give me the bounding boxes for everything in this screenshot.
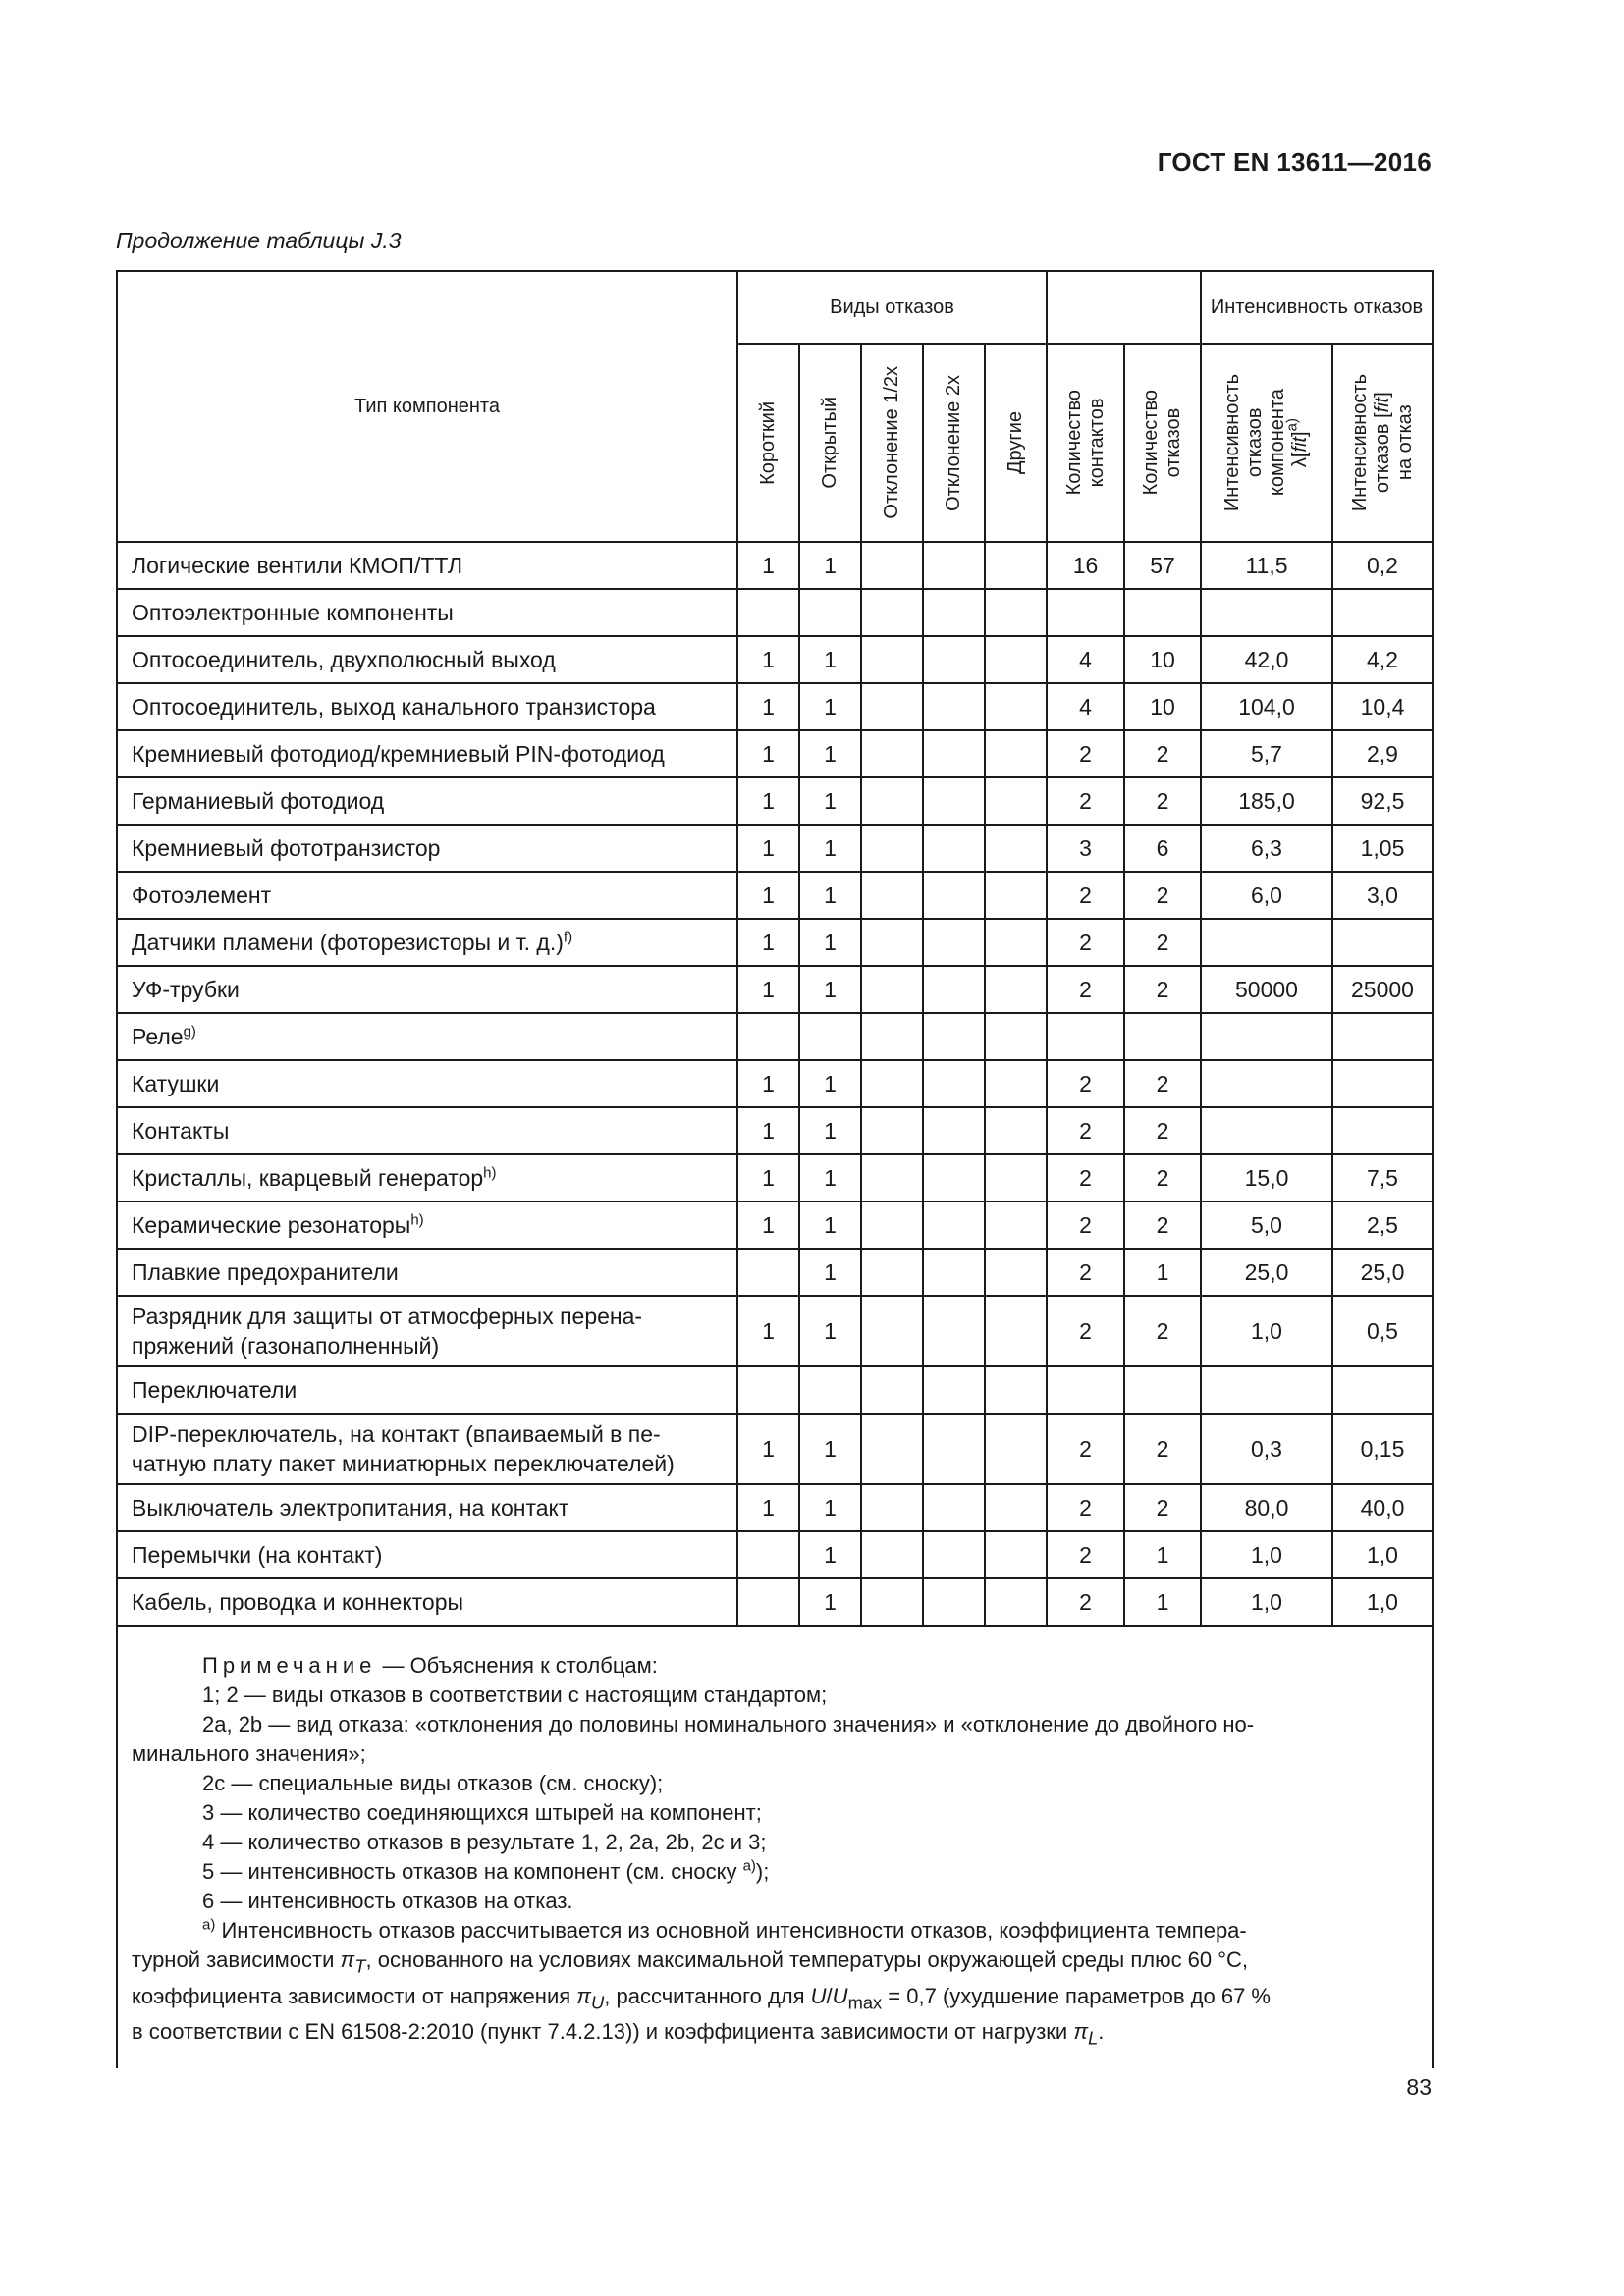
cell-lambda: 80,0 [1201, 1484, 1332, 1531]
cell-dev-double [923, 1531, 985, 1578]
cell-dev-double [923, 1060, 985, 1107]
cell-per-failure: 1,05 [1332, 825, 1433, 872]
cell-dev-double [923, 919, 985, 966]
cell-other [985, 1578, 1047, 1626]
cell-open [799, 1366, 861, 1414]
footnote-a-line: в соответствии с EN 61508-2:2010 (пункт 7.4.2.13)) и коэффициента зависимости от нагрузки $\pi_L$. [132, 2019, 1105, 2049]
cell-per-failure: 0,5 [1332, 1296, 1433, 1366]
cell-failures: 2 [1124, 1107, 1201, 1154]
cell-contacts: 2 [1047, 1531, 1124, 1578]
header-component-intensity: Интенсивность отказов компонента λ[fit]$^{а)}$ [1201, 344, 1332, 542]
cell-lambda: 5,7 [1201, 730, 1332, 777]
cell-other [985, 1201, 1047, 1249]
component-name: Выключатель электропитания, на контакт [117, 1484, 737, 1531]
component-name: Контакты [117, 1107, 737, 1154]
table-caption: Продолжение таблицы J.3 [116, 228, 402, 253]
cell-failures: 1 [1124, 1578, 1201, 1626]
table-row [117, 1414, 1433, 1484]
note-line: минального значения»; [132, 1741, 366, 1767]
cell-dev-half [861, 825, 923, 872]
cell-other [985, 1531, 1047, 1578]
cell-dev-half [861, 966, 923, 1013]
table-note [117, 1626, 1433, 2068]
component-name: Оптосоединитель, двухполюсный выход [117, 636, 737, 683]
component-name: Реле$^{g)}$ [117, 1013, 737, 1060]
cell-per-failure: 40,0 [1332, 1484, 1433, 1531]
component-name: Оптоэлектронные компоненты [117, 589, 737, 636]
cell-other [985, 1484, 1047, 1531]
cell-per-failure [1332, 1060, 1433, 1107]
cell-dev-double [923, 825, 985, 872]
cell-dev-double [923, 1154, 985, 1201]
cell-dev-double [923, 636, 985, 683]
cell-dev-half [861, 1249, 923, 1296]
cell-open: 1 [799, 872, 861, 919]
cell-contacts [1047, 1013, 1124, 1060]
cell-other [985, 1154, 1047, 1201]
cell-dev-half [861, 1107, 923, 1154]
table-row [117, 1013, 1433, 1060]
cell-dev-half [861, 1484, 923, 1531]
cell-lambda: 50000 [1201, 966, 1332, 1013]
cell-per-failure [1332, 589, 1433, 636]
table-row [117, 872, 1433, 919]
cell-other [985, 636, 1047, 683]
cell-lambda [1201, 919, 1332, 966]
cell-failures: 10 [1124, 683, 1201, 730]
cell-failures: 2 [1124, 1060, 1201, 1107]
cell-contacts: 2 [1047, 1249, 1124, 1296]
cell-contacts: 2 [1047, 1484, 1124, 1531]
header-failure-intensity: Интенсивность отказов [1201, 271, 1433, 344]
cell-failures: 1 [1124, 1531, 1201, 1578]
cell-open: 1 [799, 825, 861, 872]
cell-open: 1 [799, 1296, 861, 1366]
cell-short: 1 [737, 825, 799, 872]
cell-other [985, 1013, 1047, 1060]
cell-per-failure [1332, 1366, 1433, 1414]
cell-per-failure: 92,5 [1332, 777, 1433, 825]
cell-contacts: 2 [1047, 872, 1124, 919]
cell-contacts: 3 [1047, 825, 1124, 872]
cell-short: 1 [737, 1484, 799, 1531]
table-row [117, 966, 1433, 1013]
table-row [117, 777, 1433, 825]
component-name: Кремниевый фототранзистор [117, 825, 737, 872]
component-name: Переключатели [117, 1366, 737, 1414]
cell-per-failure [1332, 1013, 1433, 1060]
cell-open [799, 589, 861, 636]
cell-lambda: 0,3 [1201, 1414, 1332, 1484]
cell-other [985, 589, 1047, 636]
cell-short [737, 1531, 799, 1578]
cell-short: 1 [737, 730, 799, 777]
cell-dev-half [861, 1013, 923, 1060]
cell-contacts: 2 [1047, 1578, 1124, 1626]
cell-other [985, 683, 1047, 730]
cell-other [985, 825, 1047, 872]
cell-per-failure: 3,0 [1332, 872, 1433, 919]
header-failure-modes: Виды отказов [737, 271, 1047, 344]
cell-lambda [1201, 1013, 1332, 1060]
cell-contacts: 2 [1047, 1060, 1124, 1107]
cell-per-failure: 25,0 [1332, 1249, 1433, 1296]
cell-dev-half [861, 1531, 923, 1578]
cell-other [985, 542, 1047, 589]
cell-per-failure: 1,0 [1332, 1578, 1433, 1626]
cell-per-failure: 25000 [1332, 966, 1433, 1013]
cell-other [985, 1366, 1047, 1414]
cell-open: 1 [799, 1060, 861, 1107]
table-row [117, 1107, 1433, 1154]
cell-lambda: 11,5 [1201, 542, 1332, 589]
component-name: Кристаллы, кварцевый генератор$^{h)}$ [117, 1154, 737, 1201]
header-empty-group [1047, 271, 1201, 344]
cell-per-failure [1332, 919, 1433, 966]
failure-rate-table [116, 270, 1434, 2068]
cell-lambda [1201, 1060, 1332, 1107]
cell-dev-double [923, 683, 985, 730]
table-row [117, 1249, 1433, 1296]
cell-failures: 1 [1124, 1249, 1201, 1296]
header-deviation-double: Отклонение 2х [923, 344, 985, 542]
cell-dev-double [923, 1414, 985, 1484]
cell-short: 1 [737, 1154, 799, 1201]
cell-open: 1 [799, 1414, 861, 1484]
cell-failures: 2 [1124, 1201, 1201, 1249]
cell-short: 1 [737, 919, 799, 966]
cell-short: 1 [737, 636, 799, 683]
page-number: 83 [1406, 2074, 1432, 2100]
note-line: 2c — специальные виды отказов (см. сноску); [202, 1771, 664, 1796]
cell-failures: 2 [1124, 1296, 1201, 1366]
cell-open: 1 [799, 1107, 861, 1154]
cell-failures [1124, 589, 1201, 636]
cell-per-failure: 7,5 [1332, 1154, 1433, 1201]
component-name: Плавкие предохранители [117, 1249, 737, 1296]
cell-failures: 6 [1124, 825, 1201, 872]
component-name: Логические вентили КМОП/ТТЛ [117, 542, 737, 589]
cell-dev-double [923, 872, 985, 919]
cell-short [737, 1578, 799, 1626]
cell-lambda: 1,0 [1201, 1578, 1332, 1626]
cell-dev-half [861, 683, 923, 730]
standard-title: ГОСТ EN 13611—2016 [1157, 147, 1432, 177]
cell-failures: 2 [1124, 777, 1201, 825]
cell-lambda: 5,0 [1201, 1201, 1332, 1249]
component-name: Перемычки (на контакт) [117, 1531, 737, 1578]
cell-failures: 2 [1124, 872, 1201, 919]
table-row [117, 919, 1433, 966]
cell-failures: 10 [1124, 636, 1201, 683]
cell-short: 1 [737, 1296, 799, 1366]
footnote-a-line: турной зависимости $\pi_T$, основанного на условиях максимальной температуры окружающей среды плюс 60 °C, [132, 1948, 1249, 1977]
cell-open: 1 [799, 1484, 861, 1531]
cell-per-failure: 1,0 [1332, 1531, 1433, 1578]
cell-other [985, 777, 1047, 825]
component-name: Оптосоединитель, выход канального транзистора [117, 683, 737, 730]
cell-other [985, 1249, 1047, 1296]
cell-dev-double [923, 589, 985, 636]
cell-dev-half [861, 777, 923, 825]
component-name: Кабель, проводка и коннекторы [117, 1578, 737, 1626]
cell-lambda: 42,0 [1201, 636, 1332, 683]
header-contacts-count: Количество контактов [1047, 344, 1124, 542]
cell-lambda: 1,0 [1201, 1531, 1332, 1578]
cell-failures: 2 [1124, 1414, 1201, 1484]
footnote-a: $^{а)}$ Интенсивность отказов рассчитывается из основной интенсивности отказов, коэффициента темпера- [202, 1917, 1247, 1944]
cell-failures: 2 [1124, 919, 1201, 966]
cell-other [985, 730, 1047, 777]
cell-dev-double [923, 1296, 985, 1366]
table-row [117, 1060, 1433, 1107]
table-row [117, 1366, 1433, 1414]
header-open: Открытый [799, 344, 861, 542]
cell-open: 1 [799, 1154, 861, 1201]
cell-per-failure: 2,9 [1332, 730, 1433, 777]
cell-dev-half [861, 1201, 923, 1249]
cell-contacts: 2 [1047, 966, 1124, 1013]
cell-per-failure: 0,2 [1332, 542, 1433, 589]
cell-dev-half [861, 1060, 923, 1107]
header-deviation-half: Отклонение 1/2х [861, 344, 923, 542]
cell-dev-half [861, 589, 923, 636]
cell-short: 1 [737, 777, 799, 825]
component-name: УФ-трубки [117, 966, 737, 1013]
cell-failures [1124, 1013, 1201, 1060]
cell-open: 1 [799, 636, 861, 683]
cell-contacts [1047, 1366, 1124, 1414]
header-per-failure-intensity: Интенсивность отказов [fit] на отказ [1332, 344, 1433, 542]
cell-failures: 2 [1124, 1154, 1201, 1201]
component-name: Кремниевый фотодиод/кремниевый PIN-фотодиод [117, 730, 737, 777]
header-failures-count: Количество отказов [1124, 344, 1201, 542]
cell-other [985, 872, 1047, 919]
cell-per-failure: 2,5 [1332, 1201, 1433, 1249]
cell-lambda: 25,0 [1201, 1249, 1332, 1296]
cell-contacts: 4 [1047, 683, 1124, 730]
cell-short [737, 1013, 799, 1060]
cell-dev-half [861, 1366, 923, 1414]
cell-dev-half [861, 919, 923, 966]
table-row [117, 683, 1433, 730]
cell-contacts: 2 [1047, 1154, 1124, 1201]
cell-failures: 2 [1124, 1484, 1201, 1531]
table-row [117, 825, 1433, 872]
cell-dev-half [861, 1414, 923, 1484]
cell-short [737, 1249, 799, 1296]
cell-dev-half [861, 1578, 923, 1626]
cell-short: 1 [737, 1201, 799, 1249]
cell-open: 1 [799, 1578, 861, 1626]
cell-lambda: 104,0 [1201, 683, 1332, 730]
cell-dev-double [923, 1201, 985, 1249]
cell-open: 1 [799, 1201, 861, 1249]
cell-short: 1 [737, 542, 799, 589]
cell-other [985, 919, 1047, 966]
cell-lambda: 185,0 [1201, 777, 1332, 825]
footnote-a-line: коэффициента зависимости от напряжения $\pi_U$, рассчитанного для $U/U_{max} = 0,7$ (ухудшение параметров до 67 % [132, 1983, 1271, 2013]
cell-dev-double [923, 1366, 985, 1414]
table-row [117, 589, 1433, 636]
cell-open: 1 [799, 919, 861, 966]
table-row [117, 1296, 1433, 1366]
cell-dev-double [923, 1107, 985, 1154]
cell-dev-half [861, 872, 923, 919]
cell-contacts: 16 [1047, 542, 1124, 589]
cell-failures [1124, 1366, 1201, 1414]
cell-open: 1 [799, 966, 861, 1013]
table-row [117, 1484, 1433, 1531]
cell-dev-double [923, 730, 985, 777]
note-line: 4 — количество отказов в результате 1, 2, 2a, 2b, 2c и 3; [202, 1830, 767, 1855]
cell-contacts: 2 [1047, 1296, 1124, 1366]
table-row [117, 542, 1433, 589]
cell-lambda: 6,0 [1201, 872, 1332, 919]
component-name: Датчики пламени (фоторезисторы и т. д.)$^{f)}$ [117, 919, 737, 966]
cell-other [985, 966, 1047, 1013]
cell-lambda [1201, 589, 1332, 636]
cell-per-failure [1332, 1107, 1433, 1154]
cell-failures: 2 [1124, 730, 1201, 777]
cell-open: 1 [799, 777, 861, 825]
cell-contacts: 2 [1047, 777, 1124, 825]
table-row [117, 730, 1433, 777]
cell-open: 1 [799, 730, 861, 777]
cell-dev-half [861, 730, 923, 777]
cell-lambda: 15,0 [1201, 1154, 1332, 1201]
cell-short: 1 [737, 1107, 799, 1154]
table-row [117, 1201, 1433, 1249]
cell-per-failure: 4,2 [1332, 636, 1433, 683]
cell-failures: 57 [1124, 542, 1201, 589]
cell-contacts: 2 [1047, 1107, 1124, 1154]
cell-other [985, 1296, 1047, 1366]
cell-dev-double [923, 777, 985, 825]
table-row [117, 1578, 1433, 1626]
note-line: 2a, 2b — вид отказа: «отклонения до половины номинального значения» и «отклонение до двойного но- [202, 1712, 1255, 1737]
component-name: Фотоэлемент [117, 872, 737, 919]
cell-dev-double [923, 1013, 985, 1060]
cell-open: 1 [799, 542, 861, 589]
cell-contacts: 2 [1047, 1414, 1124, 1484]
cell-short: 1 [737, 966, 799, 1013]
cell-short: 1 [737, 1414, 799, 1484]
cell-contacts: 4 [1047, 636, 1124, 683]
cell-per-failure: 10,4 [1332, 683, 1433, 730]
note-heading: Примечание — Объяснения к столбцам: [202, 1653, 658, 1679]
cell-lambda [1201, 1107, 1332, 1154]
cell-dev-double [923, 1249, 985, 1296]
header-short: Короткий [737, 344, 799, 542]
cell-contacts [1047, 589, 1124, 636]
component-name: Разрядник для защиты от атмосферных перена- пряжений (газонаполненный) [117, 1296, 737, 1366]
cell-other [985, 1060, 1047, 1107]
cell-dev-double [923, 1578, 985, 1626]
cell-per-failure: 0,15 [1332, 1414, 1433, 1484]
cell-lambda: 6,3 [1201, 825, 1332, 872]
table-row [117, 636, 1433, 683]
cell-dev-double [923, 542, 985, 589]
component-name: Германиевый фотодиод [117, 777, 737, 825]
note-line: 5 — интенсивность отказов на компонент (см. сноску $^{а)}$); [202, 1858, 770, 1885]
cell-dev-half [861, 636, 923, 683]
cell-dev-half [861, 1154, 923, 1201]
cell-lambda: 1,0 [1201, 1296, 1332, 1366]
cell-open: 1 [799, 683, 861, 730]
note-line: 3 — количество соединяющихся штырей на компонент; [202, 1800, 762, 1826]
header-other: Другие [985, 344, 1047, 542]
header-component-type: Тип компонента [117, 271, 737, 542]
table-row [117, 1531, 1433, 1578]
cell-short: 1 [737, 683, 799, 730]
cell-open: 1 [799, 1249, 861, 1296]
cell-short [737, 1366, 799, 1414]
cell-open [799, 1013, 861, 1060]
table-row [117, 1154, 1433, 1201]
cell-open: 1 [799, 1531, 861, 1578]
component-name: Керамические резонаторы$^{h)}$ [117, 1201, 737, 1249]
cell-failures: 2 [1124, 966, 1201, 1013]
cell-contacts: 2 [1047, 1201, 1124, 1249]
cell-short: 1 [737, 1060, 799, 1107]
cell-dev-double [923, 1484, 985, 1531]
note-line: 1; 2 — виды отказов в соответствии с настоящим стандартом; [202, 1682, 828, 1708]
cell-dev-half [861, 1296, 923, 1366]
cell-short [737, 589, 799, 636]
component-name: DIP-переключатель, на контакт (впаиваемый в пе- чатную плату пакет миниатюрных переключателей) [117, 1414, 737, 1484]
component-name: Катушки [117, 1060, 737, 1107]
cell-other [985, 1414, 1047, 1484]
cell-contacts: 2 [1047, 919, 1124, 966]
cell-short: 1 [737, 872, 799, 919]
cell-lambda [1201, 1366, 1332, 1414]
cell-dev-double [923, 966, 985, 1013]
cell-contacts: 2 [1047, 730, 1124, 777]
cell-dev-half [861, 542, 923, 589]
note-line: 6 — интенсивность отказов на отказ. [202, 1889, 573, 1914]
cell-other [985, 1107, 1047, 1154]
